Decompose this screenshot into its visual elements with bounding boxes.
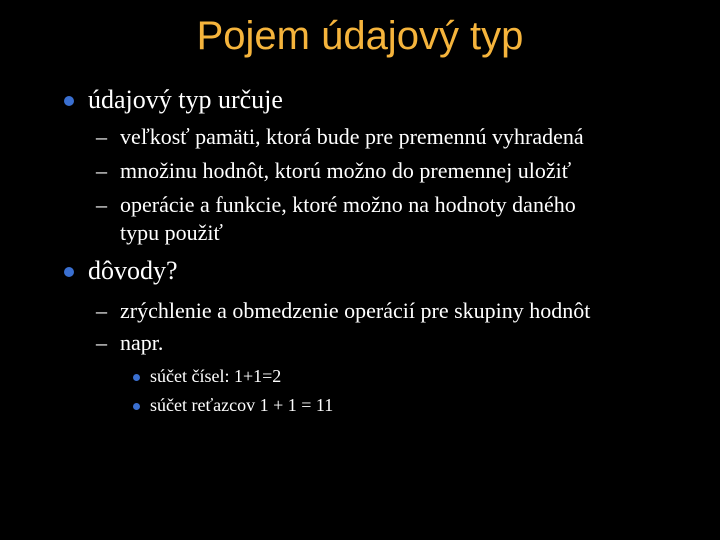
dash-marker: – [96, 192, 107, 217]
small-bullet-dot-icon [133, 403, 140, 410]
subitem-text-continuation: typu použiť [120, 220, 223, 245]
bullet-text-1: údajový typ určuje [88, 85, 283, 114]
dash-marker: – [96, 298, 107, 323]
subitem-text: zrýchlenie a obmedzenie operácií pre skupiny hodnôt [120, 298, 591, 323]
subitem-text: napr. [120, 330, 164, 355]
small-bullet-dot-icon [133, 374, 140, 381]
level3-text: súčet reťazcov 1 + 1 = 11 [150, 395, 334, 415]
dash-marker: – [96, 124, 107, 149]
bullet-dot-icon [64, 96, 74, 106]
subitem-text: operácie a funkcie, ktoré možno na hodnoty daného [120, 192, 576, 217]
subitem-text: množinu hodnôt, ktorú možno do premennej uložiť [120, 158, 572, 183]
dash-marker: – [96, 330, 107, 355]
slide-title: Pojem údajový typ [196, 14, 524, 58]
bullet-dot-icon [64, 267, 74, 277]
level3-text: súčet čísel: 1+1=2 [150, 366, 282, 386]
dash-marker: – [96, 158, 107, 183]
bullet-text-2: dôvody? [88, 256, 178, 285]
subitem-text: veľkosť pamäti, ktorá bude pre premennú vyhradená [120, 124, 584, 149]
